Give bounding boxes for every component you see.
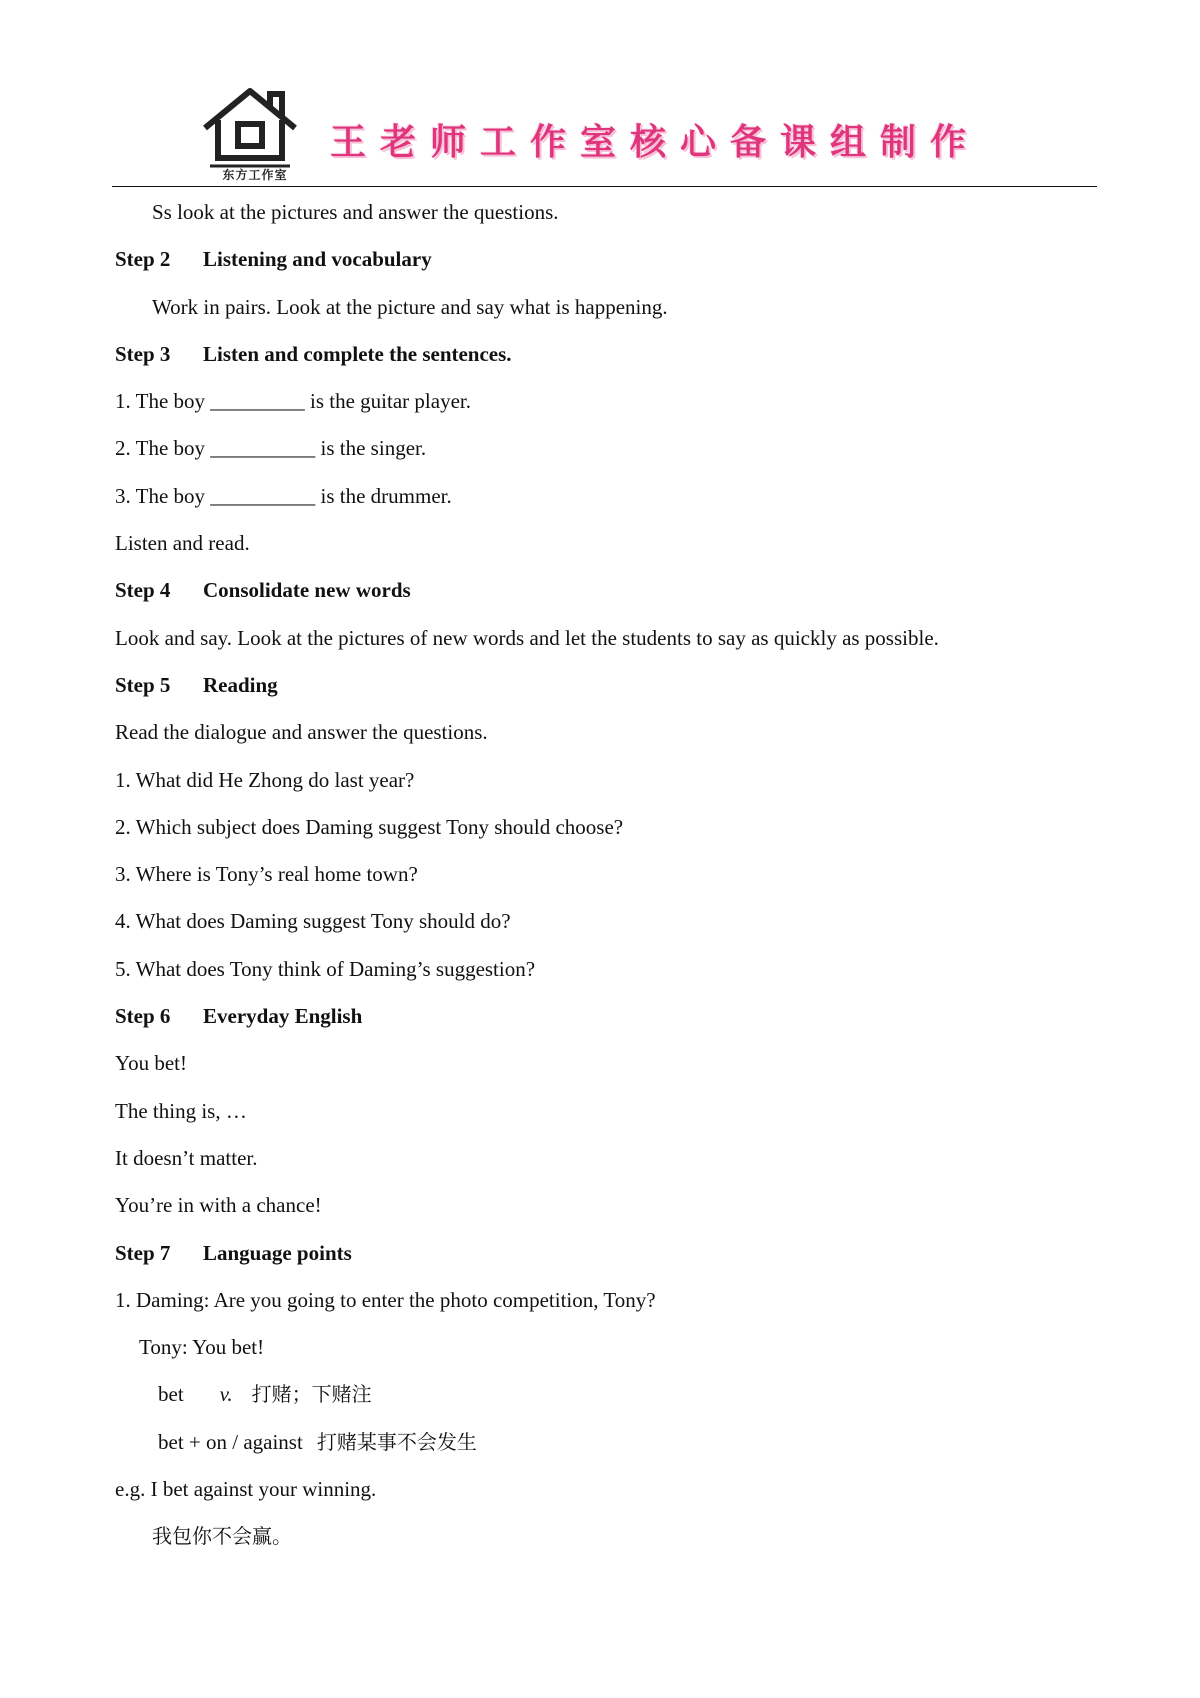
step-number: Step 7	[115, 1240, 171, 1265]
step-title: Reading	[203, 672, 278, 697]
list-item: It doesn’t matter.	[115, 1145, 258, 1170]
example-translation: 我包你不会赢。	[152, 1524, 292, 1549]
list-item: 2. Which subject does Daming suggest Tony should choose?	[115, 814, 624, 839]
step-title: Listen and complete the sentences.	[203, 341, 512, 366]
step-heading	[115, 572, 1095, 619]
list-item: The thing is, …	[115, 1098, 247, 1123]
list-item: 2. The boy __________ is the singer.	[115, 436, 427, 461]
step-heading	[115, 1235, 1095, 1282]
step-title: Consolidate new words	[203, 578, 411, 603]
paragraph: Look and say. Look at the pictures of new words and let the students to say as quickly as possible.	[115, 625, 939, 650]
list-item: 5. What does Tony think of Daming’s suggestion?	[115, 956, 536, 981]
step-heading	[115, 998, 1095, 1045]
list-item: 4. What does Daming suggest Tony should do?	[115, 909, 511, 934]
step-title: Everyday English	[203, 1004, 363, 1029]
step-heading	[115, 241, 1095, 288]
step-heading	[115, 667, 1095, 714]
phrase-text: bet + on / against	[158, 1429, 303, 1454]
step-number: Step 6	[115, 1004, 171, 1029]
page-header	[112, 80, 1097, 188]
header-banner: 王老师工作室核心备课组制作	[330, 122, 981, 163]
dialogue-line: 1. Daming: Are you going to enter the photo competition, Tony?	[115, 1287, 656, 1312]
example-sentence: e.g. I bet against your winning.	[115, 1477, 377, 1502]
list-item: 3. The boy __________ is the drummer.	[115, 483, 452, 508]
step-title: Language points	[203, 1240, 352, 1265]
document-body	[115, 194, 1095, 1566]
paragraph: Read the dialogue and answer the questions.	[115, 720, 488, 745]
logo-caption: 东方工作室	[222, 168, 288, 182]
phrase-meaning: 打赌某事不会发生	[316, 1429, 477, 1454]
step-number: Step 2	[115, 247, 171, 272]
vocab-word: bet	[158, 1382, 184, 1407]
part-of-speech: v.	[219, 1382, 233, 1407]
vocab-meaning: 打赌；下赌注	[251, 1382, 372, 1407]
step-number: Step 3	[115, 341, 171, 366]
list-item: 1. What did He Zhong do last year?	[115, 767, 415, 792]
step-title: Listening and vocabulary	[203, 247, 432, 272]
header-divider	[112, 186, 1097, 187]
intro-text: Ss look at the pictures and answer the questions.	[152, 200, 559, 224]
step-number: Step 5	[115, 672, 171, 697]
list-item: You bet!	[115, 1051, 187, 1076]
list-item: 1. The boy _________ is the guitar player.	[115, 389, 471, 414]
step-number: Step 4	[115, 578, 171, 603]
step-heading	[115, 336, 1095, 383]
list-item: You’re in with a chance!	[115, 1193, 322, 1218]
list-item: 3. Where is Tony’s real home town?	[115, 862, 418, 887]
vocab-entry	[115, 1376, 1095, 1423]
vocab-phrase	[115, 1424, 1095, 1471]
dialogue-line: Tony: You bet!	[139, 1335, 265, 1360]
paragraph: Work in pairs. Look at the picture and say what is happening.	[152, 294, 668, 319]
paragraph: Listen and read.	[115, 531, 250, 556]
